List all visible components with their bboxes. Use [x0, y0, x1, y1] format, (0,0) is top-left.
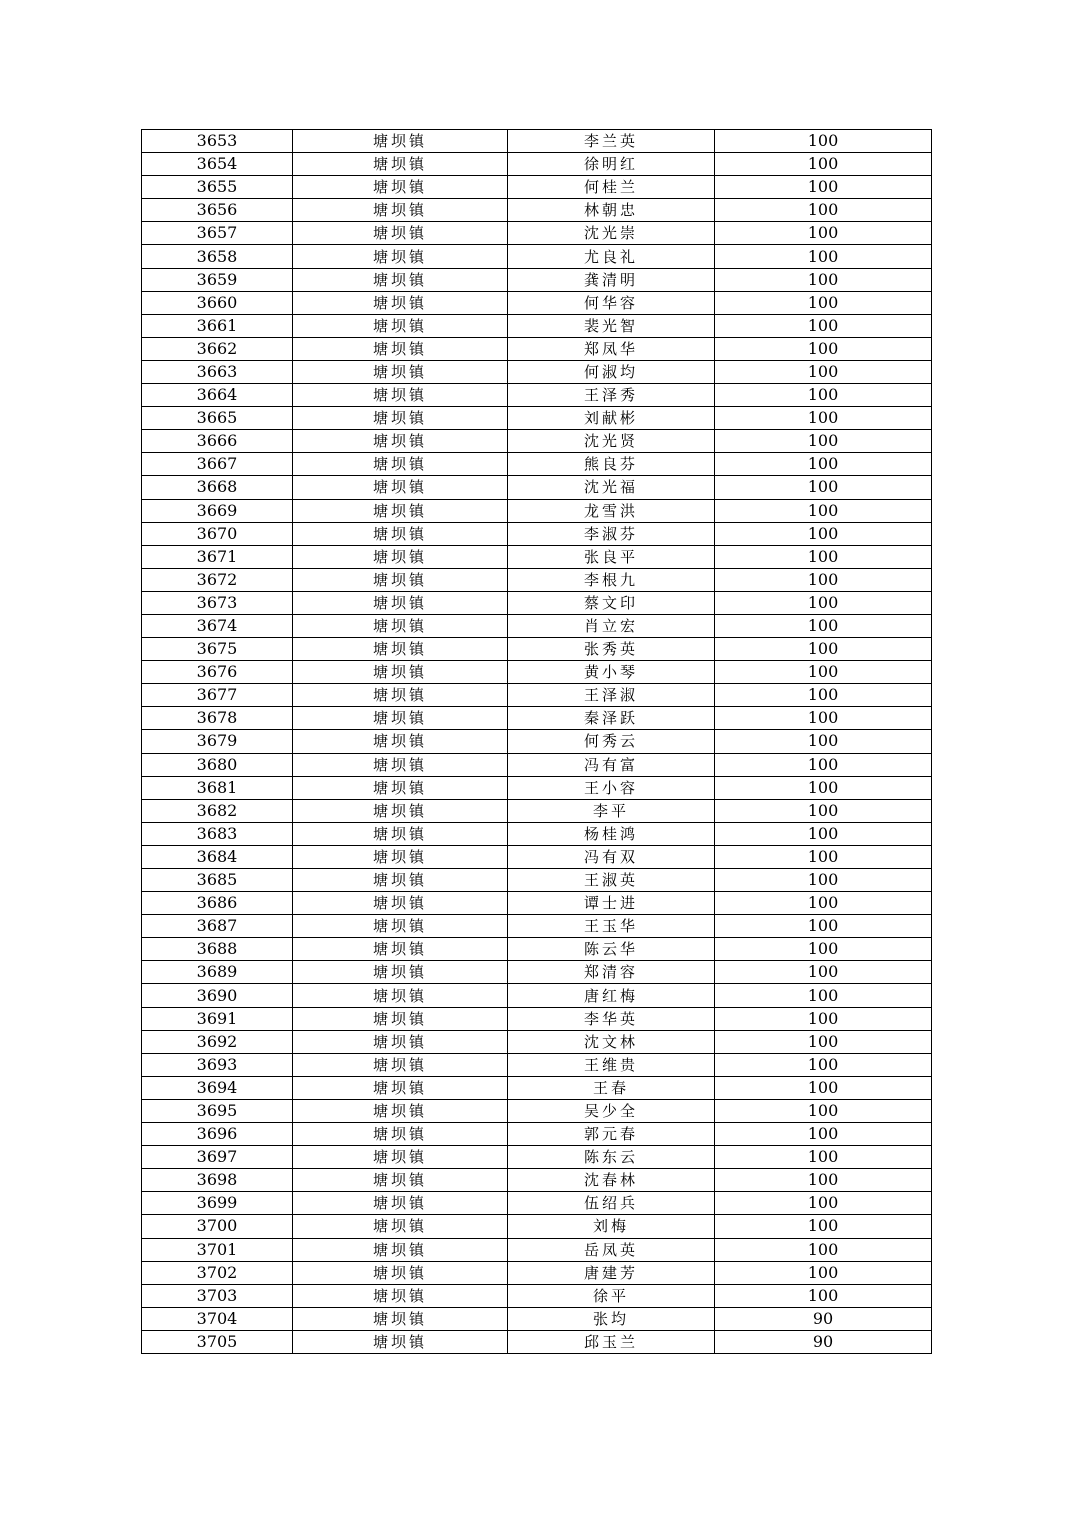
amount-cell: 90	[715, 1330, 932, 1353]
amount-cell: 100	[715, 614, 932, 637]
table-row	[142, 360, 932, 383]
town-cell: 塘坝镇	[293, 961, 508, 984]
amount-cell: 100	[715, 661, 932, 684]
name-cell: 裴光智	[508, 314, 715, 337]
name-cell: 刘献彬	[508, 407, 715, 430]
town-cell: 塘坝镇	[293, 384, 508, 407]
row-number-cell: 3678	[142, 707, 293, 730]
amount-cell: 100	[715, 360, 932, 383]
town-cell: 塘坝镇	[293, 360, 508, 383]
town-cell: 塘坝镇	[293, 845, 508, 868]
town-cell: 塘坝镇	[293, 753, 508, 776]
town-cell: 塘坝镇	[293, 915, 508, 938]
row-number-cell: 3705	[142, 1330, 293, 1353]
town-cell: 塘坝镇	[293, 1123, 508, 1146]
name-cell: 张良平	[508, 545, 715, 568]
row-number-cell: 3666	[142, 430, 293, 453]
town-cell: 塘坝镇	[293, 1099, 508, 1122]
town-cell: 塘坝镇	[293, 638, 508, 661]
table-row	[142, 1030, 932, 1053]
amount-cell: 100	[715, 222, 932, 245]
town-cell: 塘坝镇	[293, 938, 508, 961]
row-number-cell: 3672	[142, 568, 293, 591]
name-cell: 郑清容	[508, 961, 715, 984]
town-cell: 塘坝镇	[293, 730, 508, 753]
name-cell: 何桂兰	[508, 176, 715, 199]
name-cell: 冯有双	[508, 845, 715, 868]
row-number-cell: 3654	[142, 153, 293, 176]
row-number-cell: 3665	[142, 407, 293, 430]
row-number-cell: 3699	[142, 1192, 293, 1215]
town-cell: 塘坝镇	[293, 153, 508, 176]
row-number-cell: 3673	[142, 591, 293, 614]
row-number-cell: 3662	[142, 337, 293, 360]
name-cell: 李平	[508, 799, 715, 822]
table-row	[142, 1099, 932, 1122]
name-cell: 王泽淑	[508, 684, 715, 707]
town-cell: 塘坝镇	[293, 869, 508, 892]
town-cell: 塘坝镇	[293, 407, 508, 430]
table-row	[142, 545, 932, 568]
town-cell: 塘坝镇	[293, 337, 508, 360]
amount-cell: 100	[715, 1261, 932, 1284]
table-row	[142, 1053, 932, 1076]
table-row	[142, 661, 932, 684]
town-cell: 塘坝镇	[293, 1030, 508, 1053]
name-cell: 吴少全	[508, 1099, 715, 1122]
row-number-cell: 3681	[142, 776, 293, 799]
table-row	[142, 1169, 932, 1192]
row-number-cell: 3657	[142, 222, 293, 245]
row-number-cell: 3701	[142, 1238, 293, 1261]
table-row	[142, 984, 932, 1007]
amount-cell: 100	[715, 176, 932, 199]
table-row	[142, 430, 932, 453]
row-number-cell: 3653	[142, 130, 293, 153]
row-number-cell: 3677	[142, 684, 293, 707]
town-cell: 塘坝镇	[293, 892, 508, 915]
town-cell: 塘坝镇	[293, 453, 508, 476]
name-cell: 王春	[508, 1076, 715, 1099]
table-row	[142, 1123, 932, 1146]
amount-cell: 100	[715, 1284, 932, 1307]
town-cell: 塘坝镇	[293, 499, 508, 522]
amount-cell: 100	[715, 1099, 932, 1122]
table-row	[142, 707, 932, 730]
row-number-cell: 3659	[142, 268, 293, 291]
table-row	[142, 1238, 932, 1261]
row-number-cell: 3661	[142, 314, 293, 337]
row-number-cell: 3704	[142, 1307, 293, 1330]
name-cell: 陈云华	[508, 938, 715, 961]
amount-cell: 100	[715, 1169, 932, 1192]
name-cell: 谭士进	[508, 892, 715, 915]
table-row	[142, 153, 932, 176]
town-cell: 塘坝镇	[293, 430, 508, 453]
name-cell: 王维贵	[508, 1053, 715, 1076]
table-row	[142, 614, 932, 637]
amount-cell: 100	[715, 268, 932, 291]
table-row	[142, 1146, 932, 1169]
town-cell: 塘坝镇	[293, 291, 508, 314]
amount-cell: 100	[715, 1192, 932, 1215]
town-cell: 塘坝镇	[293, 684, 508, 707]
town-cell: 塘坝镇	[293, 1215, 508, 1238]
table-row	[142, 938, 932, 961]
table-row	[142, 314, 932, 337]
table-row	[142, 1192, 932, 1215]
row-number-cell: 3682	[142, 799, 293, 822]
amount-cell: 100	[715, 1146, 932, 1169]
town-cell: 塘坝镇	[293, 1307, 508, 1330]
amount-cell: 100	[715, 776, 932, 799]
name-cell: 熊良芬	[508, 453, 715, 476]
table-row	[142, 915, 932, 938]
row-number-cell: 3686	[142, 892, 293, 915]
amount-cell: 100	[715, 407, 932, 430]
amount-cell: 100	[715, 384, 932, 407]
amount-cell: 100	[715, 730, 932, 753]
name-cell: 沈光贤	[508, 430, 715, 453]
row-number-cell: 3698	[142, 1169, 293, 1192]
amount-cell: 100	[715, 130, 932, 153]
amount-cell: 100	[715, 1030, 932, 1053]
name-cell: 徐平	[508, 1284, 715, 1307]
amount-cell: 100	[715, 591, 932, 614]
town-cell: 塘坝镇	[293, 476, 508, 499]
table-row	[142, 337, 932, 360]
name-cell: 秦泽跃	[508, 707, 715, 730]
row-number-cell: 3670	[142, 522, 293, 545]
row-number-cell: 3676	[142, 661, 293, 684]
amount-cell: 100	[715, 1007, 932, 1030]
amount-cell: 100	[715, 522, 932, 545]
town-cell: 塘坝镇	[293, 822, 508, 845]
name-cell: 岳凤英	[508, 1238, 715, 1261]
name-cell: 沈光崇	[508, 222, 715, 245]
row-number-cell: 3664	[142, 384, 293, 407]
town-cell: 塘坝镇	[293, 1146, 508, 1169]
row-number-cell: 3656	[142, 199, 293, 222]
table-row	[142, 869, 932, 892]
table-row	[142, 407, 932, 430]
row-number-cell: 3663	[142, 360, 293, 383]
town-cell: 塘坝镇	[293, 245, 508, 268]
table-row	[142, 222, 932, 245]
table-row	[142, 568, 932, 591]
table-row	[142, 1261, 932, 1284]
table-row	[142, 268, 932, 291]
name-cell: 何秀云	[508, 730, 715, 753]
amount-cell: 100	[715, 822, 932, 845]
amount-cell: 100	[715, 1238, 932, 1261]
row-number-cell: 3668	[142, 476, 293, 499]
town-cell: 塘坝镇	[293, 268, 508, 291]
table-row	[142, 522, 932, 545]
town-cell: 塘坝镇	[293, 568, 508, 591]
name-cell: 唐红梅	[508, 984, 715, 1007]
town-cell: 塘坝镇	[293, 1076, 508, 1099]
name-cell: 唐建芳	[508, 1261, 715, 1284]
table-row	[142, 1007, 932, 1030]
name-cell: 王淑英	[508, 869, 715, 892]
row-number-cell: 3690	[142, 984, 293, 1007]
table-row	[142, 892, 932, 915]
name-cell: 张秀英	[508, 638, 715, 661]
table-row	[142, 1076, 932, 1099]
table-row	[142, 822, 932, 845]
name-cell: 王小容	[508, 776, 715, 799]
amount-cell: 100	[715, 845, 932, 868]
row-number-cell: 3685	[142, 869, 293, 892]
amount-cell: 100	[715, 938, 932, 961]
row-number-cell: 3669	[142, 499, 293, 522]
town-cell: 塘坝镇	[293, 314, 508, 337]
town-cell: 塘坝镇	[293, 222, 508, 245]
name-cell: 王泽秀	[508, 384, 715, 407]
amount-cell: 100	[715, 1053, 932, 1076]
amount-cell: 100	[715, 1076, 932, 1099]
row-number-cell: 3695	[142, 1099, 293, 1122]
table-row	[142, 1307, 932, 1330]
town-cell: 塘坝镇	[293, 1261, 508, 1284]
amount-cell: 100	[715, 915, 932, 938]
row-number-cell: 3689	[142, 961, 293, 984]
row-number-cell: 3667	[142, 453, 293, 476]
table-row	[142, 476, 932, 499]
amount-cell: 100	[715, 869, 932, 892]
row-number-cell: 3660	[142, 291, 293, 314]
town-cell: 塘坝镇	[293, 199, 508, 222]
name-cell: 肖立宏	[508, 614, 715, 637]
row-number-cell: 3691	[142, 1007, 293, 1030]
row-number-cell: 3693	[142, 1053, 293, 1076]
row-number-cell: 3694	[142, 1076, 293, 1099]
table-row	[142, 961, 932, 984]
roster-table	[141, 129, 932, 1354]
town-cell: 塘坝镇	[293, 1330, 508, 1353]
table-row	[142, 245, 932, 268]
amount-cell: 100	[715, 568, 932, 591]
town-cell: 塘坝镇	[293, 1169, 508, 1192]
name-cell: 冯有富	[508, 753, 715, 776]
town-cell: 塘坝镇	[293, 1053, 508, 1076]
name-cell: 尤良礼	[508, 245, 715, 268]
amount-cell: 100	[715, 245, 932, 268]
town-cell: 塘坝镇	[293, 591, 508, 614]
table-row	[142, 130, 932, 153]
table-row	[142, 799, 932, 822]
town-cell: 塘坝镇	[293, 707, 508, 730]
town-cell: 塘坝镇	[293, 799, 508, 822]
row-number-cell: 3697	[142, 1146, 293, 1169]
name-cell: 蔡文印	[508, 591, 715, 614]
row-number-cell: 3674	[142, 614, 293, 637]
table-row	[142, 499, 932, 522]
name-cell: 李淑芬	[508, 522, 715, 545]
row-number-cell: 3688	[142, 938, 293, 961]
town-cell: 塘坝镇	[293, 1284, 508, 1307]
town-cell: 塘坝镇	[293, 545, 508, 568]
table-row	[142, 776, 932, 799]
table-row	[142, 845, 932, 868]
name-cell: 陈东云	[508, 1146, 715, 1169]
amount-cell: 100	[715, 892, 932, 915]
amount-cell: 100	[715, 430, 932, 453]
amount-cell: 100	[715, 707, 932, 730]
table-row	[142, 1330, 932, 1353]
table-row	[142, 453, 932, 476]
amount-cell: 90	[715, 1307, 932, 1330]
row-number-cell: 3683	[142, 822, 293, 845]
town-cell: 塘坝镇	[293, 130, 508, 153]
amount-cell: 100	[715, 314, 932, 337]
row-number-cell: 3671	[142, 545, 293, 568]
amount-cell: 100	[715, 1215, 932, 1238]
row-number-cell: 3700	[142, 1215, 293, 1238]
roster-body	[142, 130, 932, 1354]
table-row	[142, 1284, 932, 1307]
row-number-cell: 3679	[142, 730, 293, 753]
amount-cell: 100	[715, 499, 932, 522]
table-row	[142, 176, 932, 199]
town-cell: 塘坝镇	[293, 984, 508, 1007]
row-number-cell: 3675	[142, 638, 293, 661]
town-cell: 塘坝镇	[293, 1007, 508, 1030]
table-row	[142, 591, 932, 614]
row-number-cell: 3687	[142, 915, 293, 938]
town-cell: 塘坝镇	[293, 1238, 508, 1261]
name-cell: 邱玉兰	[508, 1330, 715, 1353]
table-row	[142, 730, 932, 753]
town-cell: 塘坝镇	[293, 176, 508, 199]
town-cell: 塘坝镇	[293, 1192, 508, 1215]
row-number-cell: 3658	[142, 245, 293, 268]
amount-cell: 100	[715, 799, 932, 822]
name-cell: 李兰英	[508, 130, 715, 153]
name-cell: 刘梅	[508, 1215, 715, 1238]
amount-cell: 100	[715, 684, 932, 707]
table-row	[142, 753, 932, 776]
table-row	[142, 638, 932, 661]
amount-cell: 100	[715, 291, 932, 314]
table-row	[142, 291, 932, 314]
table-row	[142, 1215, 932, 1238]
name-cell: 郑凤华	[508, 337, 715, 360]
name-cell: 沈春林	[508, 1169, 715, 1192]
amount-cell: 100	[715, 961, 932, 984]
name-cell: 黄小琴	[508, 661, 715, 684]
amount-cell: 100	[715, 453, 932, 476]
row-number-cell: 3702	[142, 1261, 293, 1284]
town-cell: 塘坝镇	[293, 614, 508, 637]
name-cell: 龚清明	[508, 268, 715, 291]
town-cell: 塘坝镇	[293, 776, 508, 799]
name-cell: 龙雪洪	[508, 499, 715, 522]
name-cell: 李根九	[508, 568, 715, 591]
name-cell: 沈文林	[508, 1030, 715, 1053]
amount-cell: 100	[715, 1123, 932, 1146]
name-cell: 张均	[508, 1307, 715, 1330]
name-cell: 郭元春	[508, 1123, 715, 1146]
amount-cell: 100	[715, 638, 932, 661]
row-number-cell: 3696	[142, 1123, 293, 1146]
table-row	[142, 199, 932, 222]
name-cell: 伍绍兵	[508, 1192, 715, 1215]
name-cell: 何华容	[508, 291, 715, 314]
amount-cell: 100	[715, 753, 932, 776]
table-row	[142, 384, 932, 407]
town-cell: 塘坝镇	[293, 522, 508, 545]
amount-cell: 100	[715, 545, 932, 568]
name-cell: 李华英	[508, 1007, 715, 1030]
name-cell: 沈光福	[508, 476, 715, 499]
row-number-cell: 3684	[142, 845, 293, 868]
town-cell: 塘坝镇	[293, 661, 508, 684]
amount-cell: 100	[715, 476, 932, 499]
amount-cell: 100	[715, 199, 932, 222]
name-cell: 杨桂鸿	[508, 822, 715, 845]
row-number-cell: 3680	[142, 753, 293, 776]
amount-cell: 100	[715, 984, 932, 1007]
row-number-cell: 3655	[142, 176, 293, 199]
amount-cell: 100	[715, 337, 932, 360]
row-number-cell: 3692	[142, 1030, 293, 1053]
name-cell: 徐明红	[508, 153, 715, 176]
amount-cell: 100	[715, 153, 932, 176]
table-row	[142, 684, 932, 707]
row-number-cell: 3703	[142, 1284, 293, 1307]
name-cell: 王玉华	[508, 915, 715, 938]
name-cell: 何淑均	[508, 360, 715, 383]
name-cell: 林朝忠	[508, 199, 715, 222]
